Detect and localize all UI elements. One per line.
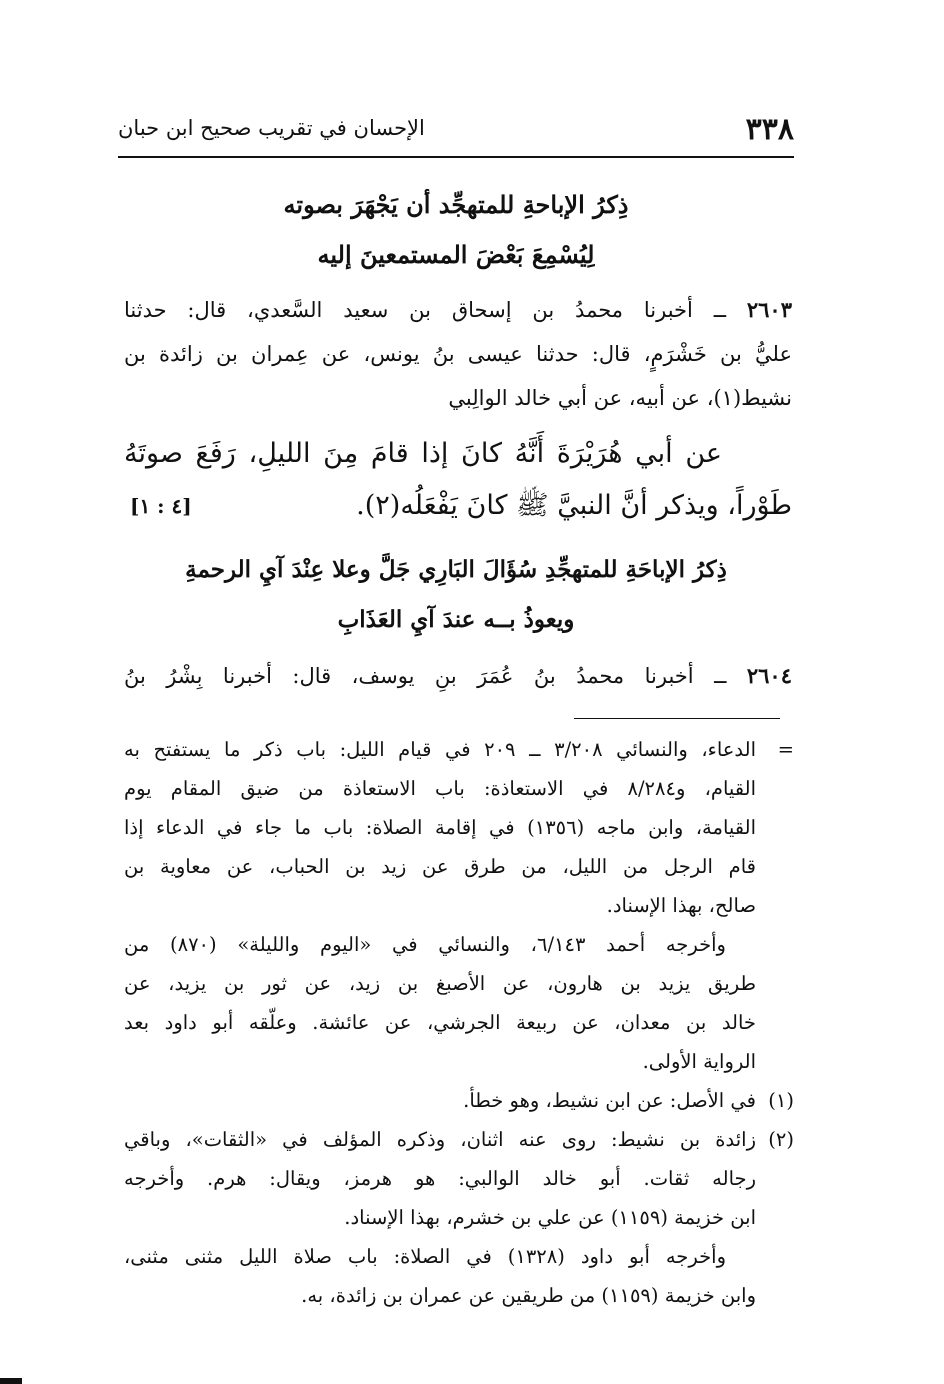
footnote-line: وأخرجه أبو داود (١٣٢٨) في الصلاة: باب صلاة الليل مثنى مثنى، <box>124 1245 727 1268</box>
footnote-line: في الأصل: عن ابن نشيط، وهو خطأ. <box>463 1089 756 1112</box>
hadith-2603-isnad <box>124 288 792 420</box>
matn-text: طَوْراً، ويذكر أنَّ النبيَّ ﷺ كانَ يَفْعَلُه(٢). <box>356 490 792 521</box>
matn-line: عن أبي هُرَيْرَةَ أَنَّهُ كانَ إذا قامَ مِنَ الليلِ، رَفَعَ صوتَهُ <box>124 438 722 469</box>
footnote-line: رجاله ثقات. أبو خالد الوالبي: هو هرمز، ويقال: هرم. وأخرجه <box>124 1167 756 1190</box>
text-line: عليُّ بن خَشْرَمٍ، قال: حدثنا عيسى بنُ يونس، عن عِمران بن زائدة بن <box>124 342 792 366</box>
footnote-separator <box>574 718 780 719</box>
footnote-marker: (٢) <box>768 1128 794 1151</box>
hadith-number: ٢٦٠٤ <box>746 663 792 688</box>
footnote-line: ابن خزيمة (١١٥٩) عن علي بن خشرم، بهذا الإسناد. <box>344 1206 756 1229</box>
continuation-marker: = <box>777 738 794 761</box>
footnote-line: صالح، بهذا الإسناد. <box>606 894 756 917</box>
footnote-line: طريق يزيد بن هارون، عن الأصبغ بن زيد، عن ثور بن يزيد، عن <box>124 972 756 995</box>
footnote-line: زائدة بن نشيط: روى عنه اثنان، وذكره المؤلف في «الثقات»، وباقي <box>124 1128 756 1151</box>
text-line: نشيط(١)، عن أبيه، عن أبي خالد الوالِبي <box>448 386 792 410</box>
hadith-2604-isnad <box>124 654 792 698</box>
matn-line-2 <box>124 480 792 532</box>
footnote-line: القيام، و٨/٢٨٤ في الاستعاذة: باب الاستعاذة من ضيق المقام يوم <box>124 777 757 800</box>
chapter-heading-2 <box>118 545 794 645</box>
text-span: ــ أخبرنا محمدُ بنُ عُمَرَ بنِ يوسف، قال: أخبرنا بِشْرُ بنُ <box>124 664 727 688</box>
footnote-line: الرواية الأولى. <box>642 1050 756 1073</box>
footnote-line: قام الرجل من الليل، من طرق عن زيد بن الحباب، عن معاوية بن <box>124 855 756 878</box>
footnote-line: خالد بن معدان، عن ربيعة الجرشي، عن عائشة. وعلّقه أبو داود بعد <box>124 1011 756 1034</box>
footnote-1 <box>124 1081 794 1120</box>
page-edge-mark <box>0 1378 22 1384</box>
footnote-2 <box>124 1120 794 1315</box>
text-line <box>124 288 792 332</box>
volume-reference: [٤ : ١] <box>130 494 192 518</box>
footnote-continuation <box>124 730 794 1081</box>
text-line <box>124 654 792 698</box>
footnote-line: وابن خزيمة (١١٥٩) من طريقين عن عمران بن زائدة، به. <box>301 1284 756 1307</box>
heading-line: لِيُسْمِعَ بَعْضَ المستمعينَ إليه <box>317 240 595 269</box>
hadith-number: ٢٦٠٣ <box>746 297 792 322</box>
page-number: ٣٣٨ <box>745 112 794 147</box>
heading-line: ذِكرُ الإباحةِ للمتهجِّد أن يَجْهَرَ بصوته <box>283 190 629 219</box>
footnote-line: الدعاء، والنسائي ٣/٢٠٨ ــ ٢٠٩ في قيام الليل: باب ذكر ما يستفتح به <box>124 738 757 761</box>
footnote-line: وأخرجه أحمد ٦/١٤٣، والنسائي في «اليوم والليلة» (٨٧٠) من <box>124 933 726 956</box>
footnotes <box>124 730 794 1315</box>
heading-line: ويعوذُ بــه عندَ آيِ العَذَابِ <box>337 606 575 633</box>
footnote-marker: (١) <box>768 1089 794 1112</box>
running-title: الإحسان في تقريب صحيح ابن حبان <box>118 116 425 140</box>
hadith-2603-matn <box>124 428 792 532</box>
footnote-line: القيامة، وابن ماجه (١٣٥٦) في إقامة الصلاة: باب ما جاء في الدعاء إذا <box>124 816 756 839</box>
text-span: ــ أخبرنا محمدُ بن إسحاق بن سعيد السَّعدي، قال: حدثنا <box>124 298 727 322</box>
chapter-heading-1 <box>118 180 794 280</box>
header-rule <box>118 156 794 158</box>
page-header <box>118 112 794 152</box>
heading-line: ذِكرُ الإباحَةِ للمتهجِّدِ سُؤَالَ البَارِي جَلَّ وعلا عِنْدَ آيِ الرحمةِ <box>185 556 727 583</box>
